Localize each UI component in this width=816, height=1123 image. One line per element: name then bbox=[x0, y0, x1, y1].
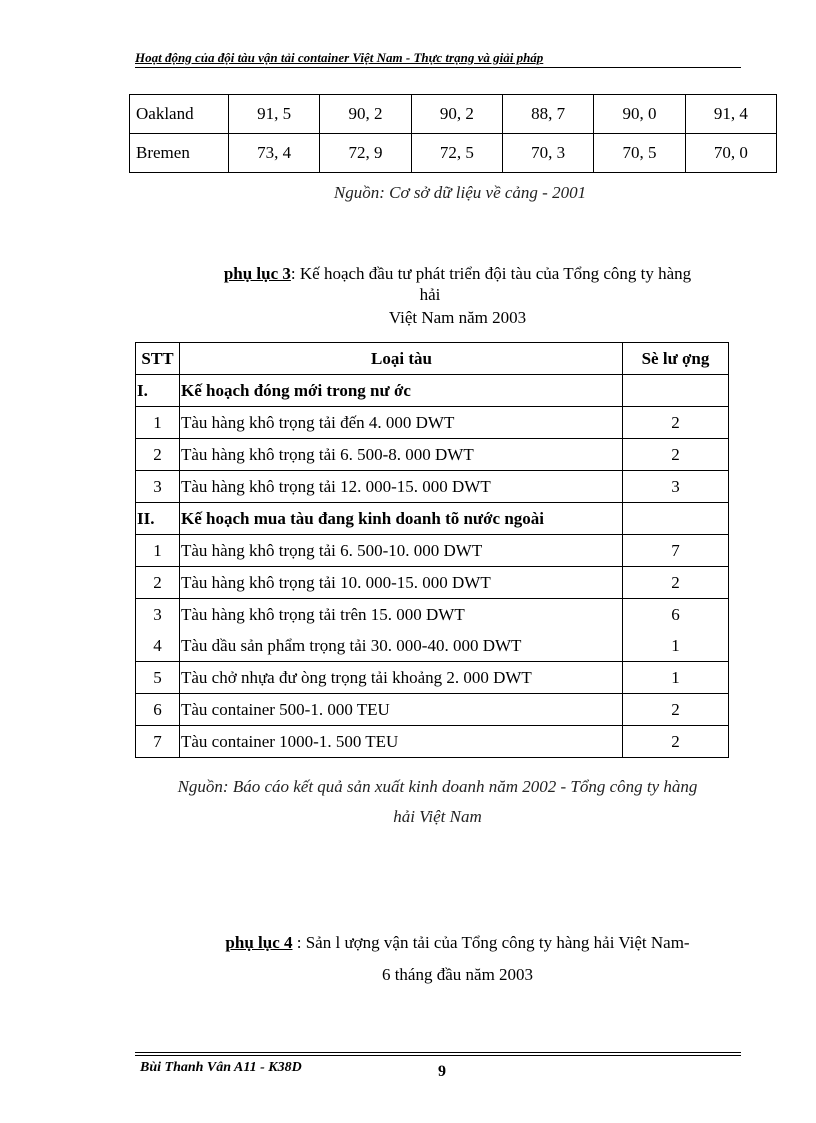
source-line1: Nguồn: Báo cáo kết quả sản xuất kinh doanh năm 2002 - Tổng công ty hàng bbox=[177, 777, 698, 796]
row-type: Tàu hàng khô trọng tải 6. 500-10. 000 DWT bbox=[180, 535, 623, 567]
row-type: Tàu container 500-1. 000 TEU bbox=[180, 694, 623, 726]
ports-source-note: Nguồn: Cơ sở dữ liệu về cảng - 2001 bbox=[333, 183, 587, 202]
footer-rule bbox=[135, 1055, 741, 1056]
table-row bbox=[130, 134, 777, 173]
row-type: Tàu dầu sản phẩm trọng tải 30. 000-40. 000 DWT bbox=[180, 630, 623, 662]
table-cell: 90, 0 bbox=[594, 95, 685, 134]
row-stt: 2 bbox=[136, 567, 180, 599]
table-cell: 90, 2 bbox=[320, 95, 411, 134]
table-row bbox=[136, 471, 729, 503]
section-qty bbox=[623, 503, 729, 535]
row-stt: 2 bbox=[136, 439, 180, 471]
row-type: Tàu chở nhựa đư òng trọng tải khoảng 2. 000 DWT bbox=[180, 662, 623, 694]
table-row bbox=[136, 407, 729, 439]
row-type: Tàu hàng khô trọng tải trên 15. 000 DWT bbox=[180, 599, 623, 631]
row-type: Tàu hàng khô trọng tải đến 4. 000 DWT bbox=[180, 407, 623, 439]
row-qty: 2 bbox=[623, 726, 729, 758]
table-row bbox=[136, 535, 729, 567]
row-stt: 6 bbox=[136, 694, 180, 726]
row-stt: 7 bbox=[136, 726, 180, 758]
table-cell: 73, 4 bbox=[229, 134, 320, 173]
row-qty: 2 bbox=[623, 694, 729, 726]
row-type: Tàu hàng khô trọng tải 10. 000-15. 000 DWT bbox=[180, 567, 623, 599]
ports-table bbox=[129, 94, 777, 173]
row-qty: 2 bbox=[623, 407, 729, 439]
column-header-stt: STT bbox=[136, 343, 180, 375]
appendix3-heading bbox=[170, 264, 745, 284]
appendix3-label: phụ lục 3 bbox=[223, 264, 291, 283]
appendix3-title-line1: : Kế hoạch đầu tư phát triển đội tàu của Tổng công ty hàng bbox=[290, 264, 692, 283]
row-qty: 2 bbox=[623, 567, 729, 599]
section-row bbox=[136, 375, 729, 407]
row-type: Tàu container 1000-1. 500 TEU bbox=[180, 726, 623, 758]
appendix4-title-line2: 6 tháng đầu năm 2003 bbox=[381, 965, 534, 984]
table-header-row bbox=[136, 343, 729, 375]
appendix3-title-line3: Việt Nam năm 2003 bbox=[388, 308, 527, 327]
row-stt: 1 bbox=[136, 535, 180, 567]
section-number: I. bbox=[136, 375, 180, 407]
table-cell: 72, 9 bbox=[320, 134, 411, 173]
table-row bbox=[130, 95, 777, 134]
header-rule bbox=[135, 67, 741, 68]
section-title: Kế hoạch mua tàu đang kinh doanh tõ nước ngoài bbox=[180, 503, 623, 535]
row-qty: 2 bbox=[623, 439, 729, 471]
row-type: Tàu hàng khô trọng tải 6. 500-8. 000 DWT bbox=[180, 439, 623, 471]
table-row bbox=[136, 726, 729, 758]
page-number: 9 bbox=[438, 1063, 446, 1080]
table-row bbox=[136, 694, 729, 726]
appendix4-title-line1: : Sản l ượng vận tải của Tổng công ty hàng hải Việt Nam- bbox=[292, 933, 690, 952]
section-row bbox=[136, 503, 729, 535]
port-name: Oakland bbox=[130, 95, 229, 134]
running-header: Hoạt động của đội tàu vận tải container Việt Nam - Thực trạng và giải pháp bbox=[135, 50, 544, 65]
row-stt: 1 bbox=[136, 407, 180, 439]
table-cell: 70, 3 bbox=[502, 134, 593, 173]
port-name: Bremen bbox=[130, 134, 229, 173]
section-number: II. bbox=[136, 503, 180, 535]
column-header-qty: Sè lư ợng bbox=[623, 343, 729, 375]
fleet-plan-source-note bbox=[140, 772, 735, 832]
table-row bbox=[136, 662, 729, 694]
row-stt: 3 bbox=[136, 471, 180, 503]
table-cell: 70, 0 bbox=[685, 134, 776, 173]
appendix4-label: phụ lục 4 bbox=[225, 933, 293, 952]
table-row bbox=[136, 439, 729, 471]
table-row bbox=[136, 630, 729, 662]
table-row bbox=[136, 599, 729, 631]
footer-author: Bùi Thanh Vân A11 - K38D bbox=[140, 1060, 302, 1075]
section-qty bbox=[623, 375, 729, 407]
section-title: Kế hoạch đóng mới trong nư ớc bbox=[180, 375, 623, 407]
table-cell: 90, 2 bbox=[411, 95, 502, 134]
appendix3-title-line2: hải bbox=[419, 285, 441, 304]
table-cell: 91, 5 bbox=[229, 95, 320, 134]
table-cell: 70, 5 bbox=[594, 134, 685, 173]
row-stt: 3 bbox=[136, 599, 180, 631]
row-qty: 7 bbox=[623, 535, 729, 567]
table-row bbox=[136, 567, 729, 599]
row-stt: 5 bbox=[136, 662, 180, 694]
row-qty: 3 bbox=[623, 471, 729, 503]
fleet-plan-table bbox=[135, 342, 729, 758]
table-cell: 91, 4 bbox=[685, 95, 776, 134]
footer-rule bbox=[135, 1052, 741, 1053]
row-stt: 4 bbox=[136, 630, 180, 662]
column-header-type: Loại tàu bbox=[180, 343, 623, 375]
row-qty: 1 bbox=[623, 662, 729, 694]
source-line2: hải Việt Nam bbox=[393, 807, 482, 826]
row-type: Tàu hàng khô trọng tải 12. 000-15. 000 DWT bbox=[180, 471, 623, 503]
table-cell: 88, 7 bbox=[502, 95, 593, 134]
table-cell: 72, 5 bbox=[411, 134, 502, 173]
appendix4-heading bbox=[185, 933, 730, 953]
row-qty: 1 bbox=[623, 630, 729, 662]
row-qty: 6 bbox=[623, 599, 729, 631]
